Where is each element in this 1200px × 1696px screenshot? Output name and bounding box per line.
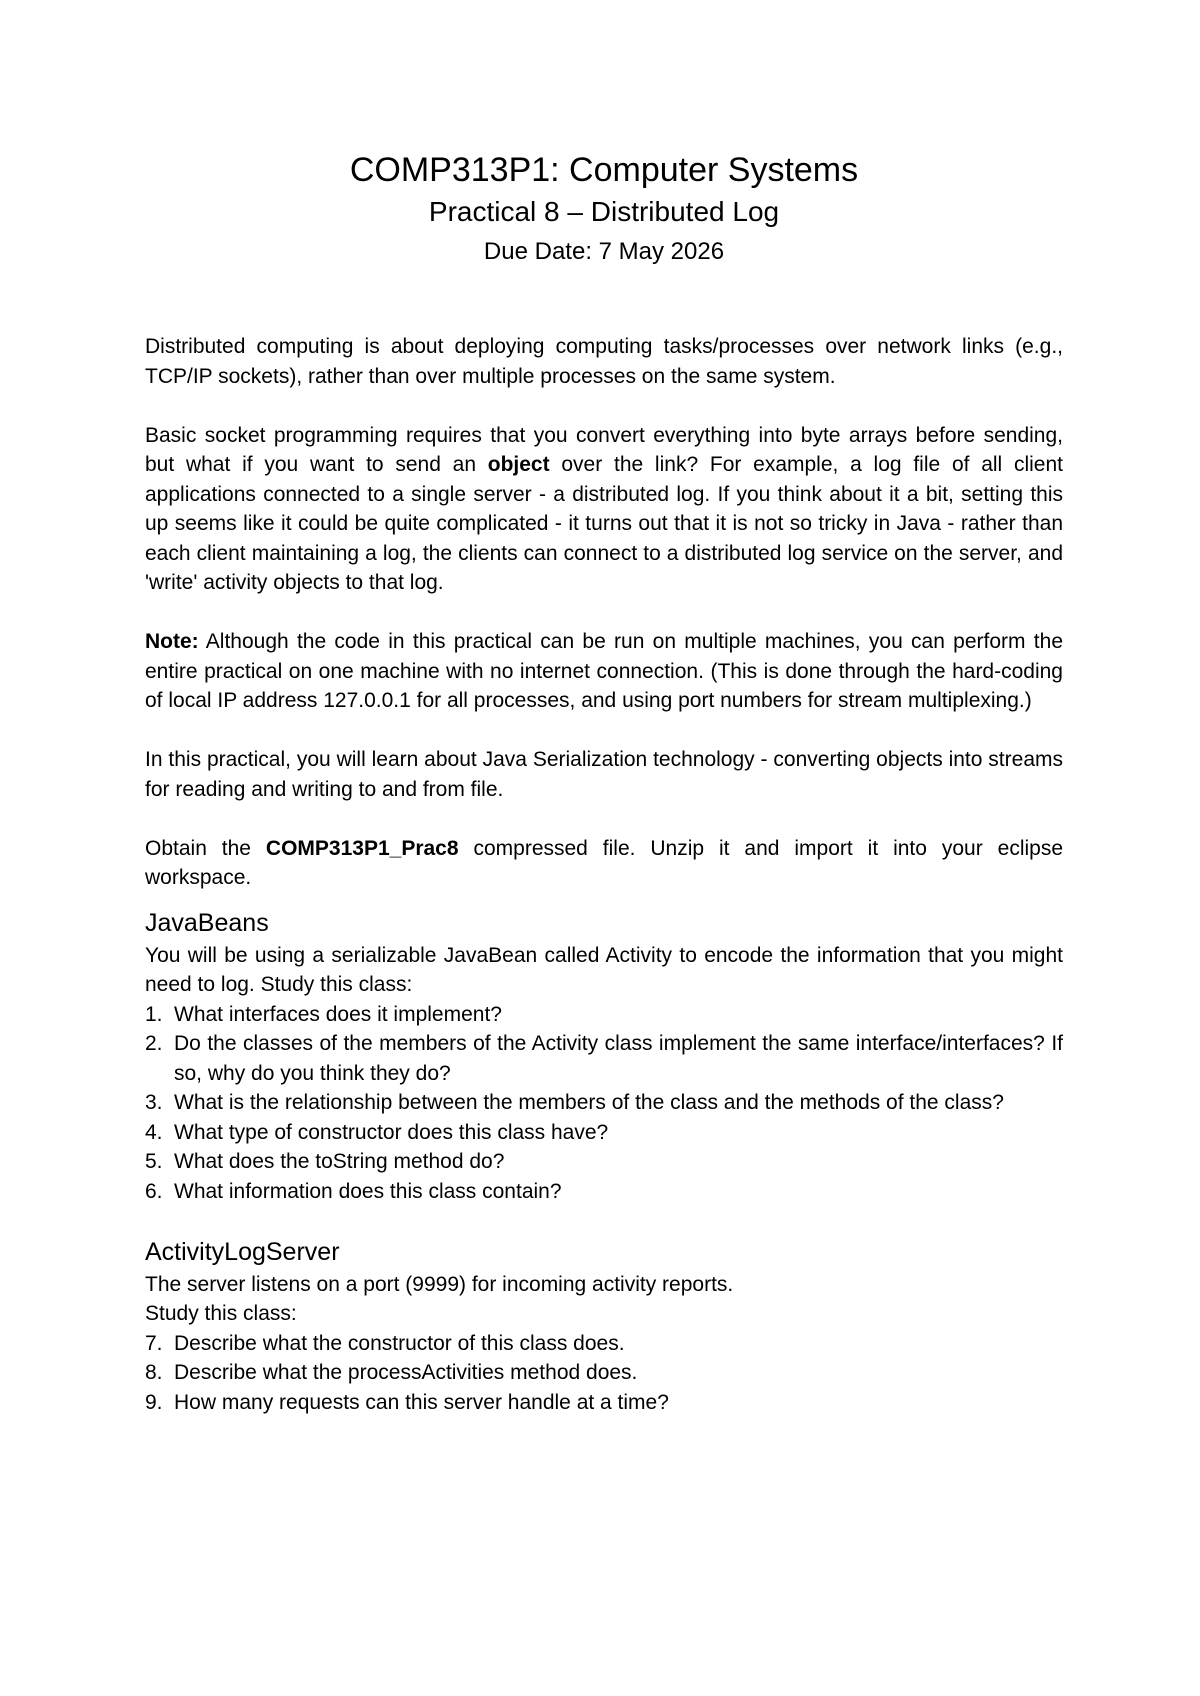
question-item [145, 1088, 1063, 1118]
question-text: What does the toString method do? [174, 1150, 505, 1173]
note-label: Note: [145, 630, 199, 653]
intro-paragraph-2-part-a: Basic socket programming requires that you convert everything into byte arrays before sending, but what if you want to send an [145, 423, 1063, 476]
question-item [145, 1388, 1063, 1418]
intro-paragraph-2 [145, 421, 1063, 598]
question-item [145, 1177, 1063, 1207]
server-intro-line-2: Study this class: [145, 1302, 297, 1325]
question-item [145, 1358, 1063, 1388]
document-subtitle: Practical 8 – Distributed Log [428, 196, 780, 227]
question-number: 3. [145, 1091, 163, 1114]
javabeans-heading: JavaBeans [145, 908, 269, 937]
document-title: COMP313P1: Computer Systems [349, 151, 859, 189]
question-text: What information does this class contain? [174, 1179, 562, 1203]
intro-paragraph-5 [145, 834, 1063, 893]
document-page [145, 150, 1063, 1447]
activity-log-server-heading: ActivityLogServer [145, 1237, 340, 1266]
question-item [145, 1329, 1063, 1359]
note-text: Although the code in this practical can be run on multiple machines, you can perform the entire practical on one machine with no internet connection. (This is done through the hard-coding of local IP address 127.0.0.1 for all processes, and using port numbers for stream multiplexing.) [145, 630, 1063, 712]
question-text: What type of constructor does this class have? [174, 1120, 609, 1144]
question-item [145, 1000, 1063, 1030]
question-item [145, 1029, 1063, 1088]
question-item [145, 1118, 1063, 1148]
prac-file-name: COMP313P1_Prac8 [265, 836, 459, 860]
question-text: What interfaces does it implement? [174, 1002, 502, 1026]
intro-paragraph-4: In this practical, you will learn about Java Serialization technology - converting objects into streams for reading and writing to and from file. [145, 748, 1063, 801]
title-block [145, 150, 1063, 270]
question-number: 8. [145, 1361, 163, 1384]
intro-paragraph-2-part-b: over the link? For example, a log file of all client applications connected to a single server - a distributed log. If you think about it a bit, setting this up seems like it could be quite complicated - it turns out that it is not so tricky in Java - rather than each client maintaining a log, the clients can connect to a distributed log service on the server, and 'write' activity objects to that log. [145, 453, 1064, 594]
server-intro-line-1: The server listens on a port (9999) for incoming activity reports. [145, 1272, 734, 1296]
question-item [145, 1147, 1063, 1177]
due-date: Due Date: 7 May 2026 [483, 238, 725, 265]
question-number: 9. [145, 1390, 163, 1414]
question-text: Do the classes of the members of the Activity class implement the same interface/interfaces? If so, why do you think they do? [174, 1032, 1063, 1085]
intro-paragraph-1: Distributed computing is about deploying computing tasks/processes over network links (e.g., TCP/IP sockets), rather than over multiple processes on the same system. [145, 335, 1063, 388]
intro-paragraph-5-part-b: compressed file. Unzip it and import it into your eclipse workspace. [145, 836, 1064, 889]
question-text: How many requests can this server handle at a time? [174, 1390, 669, 1414]
object-emphasis: object [487, 453, 550, 476]
question-text: Describe what the processActivities method does. [174, 1361, 638, 1384]
question-text: Describe what the constructor of this class does. [174, 1331, 625, 1355]
question-number: 4. [145, 1120, 163, 1144]
question-number: 5. [145, 1150, 163, 1173]
question-number: 2. [145, 1032, 163, 1055]
javabeans-intro: You will be using a serializable JavaBean called Activity to encode the information that you might need to log. Study this class: [145, 943, 1063, 996]
question-number: 6. [145, 1179, 163, 1203]
question-number: 1. [145, 1002, 163, 1026]
intro-paragraph-5-part-a: Obtain the [145, 836, 266, 860]
server-questions [145, 1329, 1063, 1418]
note-paragraph [145, 627, 1063, 716]
question-text: What is the relationship between the members of the class and the methods of the class? [174, 1091, 1004, 1114]
javabeans-questions [145, 1000, 1063, 1207]
question-number: 7. [145, 1331, 163, 1355]
